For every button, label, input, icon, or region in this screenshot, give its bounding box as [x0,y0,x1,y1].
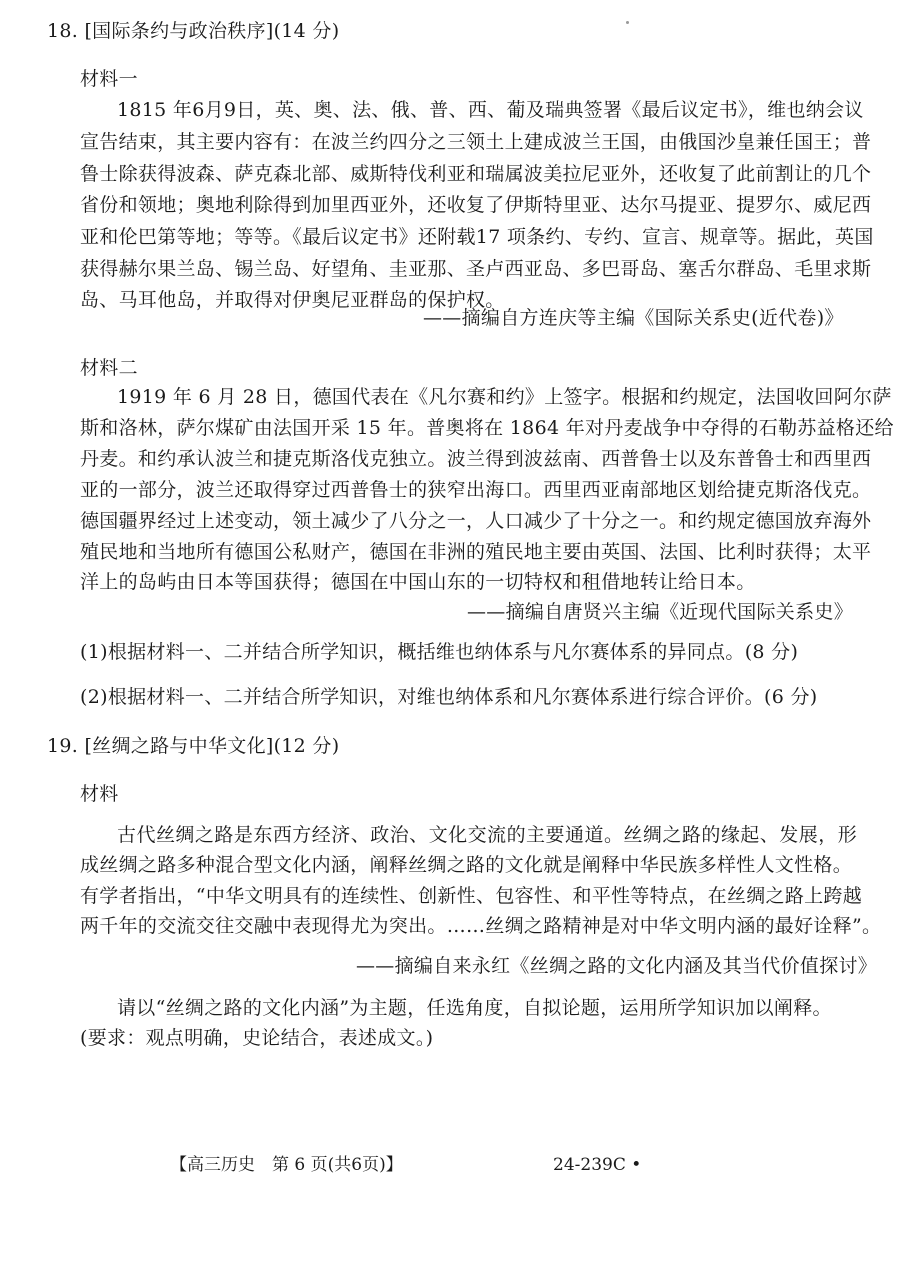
q19-material-line: 两千年的交流交往交融中表现得尤为突出。……丝绸之路精神是对中华文明内涵的最好诠释”。 [80,915,882,937]
q18-m1-line: 获得赫尔果兰岛、锡兰岛、好望角、圭亚那、圣卢西亚岛、多巴哥岛、塞舌尔群岛、毛里求斯 [80,258,872,280]
q18-m2-line: 洋上的岛屿由日本等国获得；德国在中国山东的一切特权和租借地转让给日本。 [80,571,756,593]
q18-m1-line: 岛、马耳他岛，并取得对伊奥尼亚群岛的保护权。 [80,289,505,311]
q18-material2-heading: 材料二 [80,357,138,379]
q18-m1-line: 省份和领地；奥地利除得到加里西亚外，还收复了伊斯特里亚、达尔马提亚、提罗尔、威尼西 [80,194,872,216]
q18-m1-line: 宣告结束，其主要内容有：在波兰约四分之三领土上建成波兰王国，由俄国沙皇兼任国王；普 [80,131,872,153]
q18-m1-line: 鲁士除获得波森、萨克森北部、威斯特伐利亚和瑞属波美拉尼亚外，还收复了此前割让的几个 [80,163,872,185]
q19-prompt-line: (要求：观点明确，史论结合，表述成文。) [80,1027,434,1049]
q18-subquestion-1: (1)根据材料一、二并结合所学知识，概括维也纳体系与凡尔赛体系的异同点。(8 分) [80,641,799,663]
q18-m2-line: 丹麦。和约承认波兰和捷克斯洛伐克独立。波兰得到波兹南、西普鲁士以及东普鲁士和西里西 [80,448,872,470]
q18-m2-line: 亚的一部分，波兰还取得穿过西普鲁士的狭窄出海口。西里西亚南部地区划给捷克斯洛伐克。 [80,479,872,501]
q18-m1-line: 1815 年6月9日，英、奥、法、俄、普、西、葡及瑞典签署《最后议定书》，维也纳会议 [117,99,864,121]
q18-m2-source: ——摘编自唐贤兴主编《近现代国际关系史》 [467,601,854,623]
q19-material-line: 古代丝绸之路是东西方经济、政治、文化交流的主要通道。丝绸之路的缘起、发展，形 [117,824,857,846]
q18-m1-source: ——摘编自方连庆等主编《国际关系史(近代卷)》 [423,307,844,329]
q18-m2-line: 1919 年 6 月 28 日，德国代表在《凡尔赛和约》上签字。根据和约规定，法国收回阿尔萨 [117,386,892,408]
q18-m2-line: 德国疆界经过上述变动，领土减少了八分之一，人口减少了十分之一。和约规定德国放弃海外 [80,510,872,532]
q18-title: 18. [国际条约与政治秩序](14 分) [47,20,340,42]
q19-title: 19. [丝绸之路与中华文化](12 分) [47,735,340,757]
q19-source: ——摘编自来永红《丝绸之路的文化内涵及其当代价值探讨》 [356,955,878,977]
q19-prompt-line: 请以“丝绸之路的文化内涵”为主题，任选角度，自拟论题，运用所学知识加以阐释。 [117,997,832,1019]
q18-m2-line: 殖民地和当地所有德国公私财产，德国在非洲的殖民地主要由英国、法国、比利时获得；太平 [80,541,872,563]
q18-m2-line: 斯和洛林，萨尔煤矿由法国开采 15 年。普奥将在 1864 年对丹麦战争中夺得的石勒苏益格还给 [80,417,894,439]
page-footer-title: 【高三历史 第 6 页(共6页)】 [170,1155,403,1175]
q19-material-line: 有学者指出，“中华文明具有的连续性、创新性、包容性、和平性等特点，在丝绸之路上跨越 [80,885,863,907]
q18-m1-line: 亚和伦巴第等地；等等。《最后议定书》还附载17 项条约、专约、宣言、规章等。据此，英国 [80,226,874,248]
q19-material-line: 成丝绸之路多种混合型文化内涵，阐释丝绸之路的文化就是阐释中华民族多样性人文性格。 [80,854,853,876]
q18-subquestion-2: (2)根据材料一、二并结合所学知识，对维也纳体系和凡尔赛体系进行综合评价。(6 分) [80,686,818,708]
q19-material-heading: 材料 [80,783,119,805]
page-footer-code: 24-239C • [553,1155,642,1175]
q18-material1-heading: 材料一 [80,68,138,90]
scan-speck [626,21,629,24]
